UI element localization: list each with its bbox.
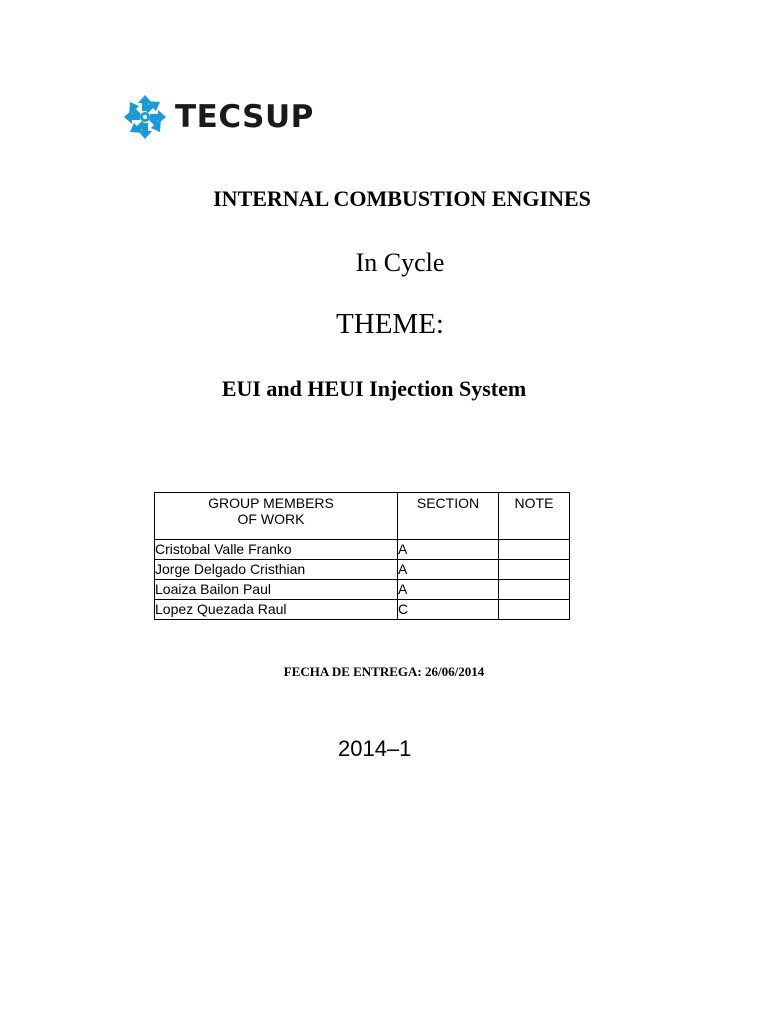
table-row xyxy=(155,580,570,600)
note-header: NOTE xyxy=(499,493,570,540)
cycle-label: In Cycle xyxy=(355,248,445,277)
table-row xyxy=(155,600,570,620)
member-note xyxy=(499,580,570,600)
academic-period: 2014–1 xyxy=(338,736,412,761)
course-title: INTERNAL COMBUSTION ENGINES xyxy=(213,186,591,211)
member-note xyxy=(499,560,570,580)
group-members-header-line2: OF WORK xyxy=(237,511,305,527)
member-section: A xyxy=(398,540,499,560)
member-section: A xyxy=(398,560,499,580)
theme-label: THEME: xyxy=(336,308,444,340)
delivery-date: FECHA DE ENTREGA: 26/06/2014 xyxy=(283,664,485,679)
logo-wordmark: TECSUP xyxy=(175,98,314,135)
table-row xyxy=(155,540,570,560)
group-members-table xyxy=(154,492,570,620)
group-members-header xyxy=(155,493,398,540)
tecsup-logo xyxy=(122,92,314,142)
member-name: Cristobal Valle Franko xyxy=(155,540,398,560)
section-header: SECTION xyxy=(398,493,499,540)
theme-title: EUI and HEUI Injection System xyxy=(221,376,527,401)
tecsup-logo-icon xyxy=(122,93,168,141)
member-name: Lopez Quezada Raul xyxy=(155,600,398,620)
member-name: Jorge Delgado Cristhian xyxy=(155,560,398,580)
member-section: C xyxy=(398,600,499,620)
table-header-row xyxy=(155,493,570,540)
table-row xyxy=(155,560,570,580)
member-note xyxy=(499,600,570,620)
group-members-header-line1: GROUP MEMBERS xyxy=(208,495,334,511)
member-note xyxy=(499,540,570,560)
member-name: Loaiza Bailon Paul xyxy=(155,580,398,600)
member-section: A xyxy=(398,580,499,600)
